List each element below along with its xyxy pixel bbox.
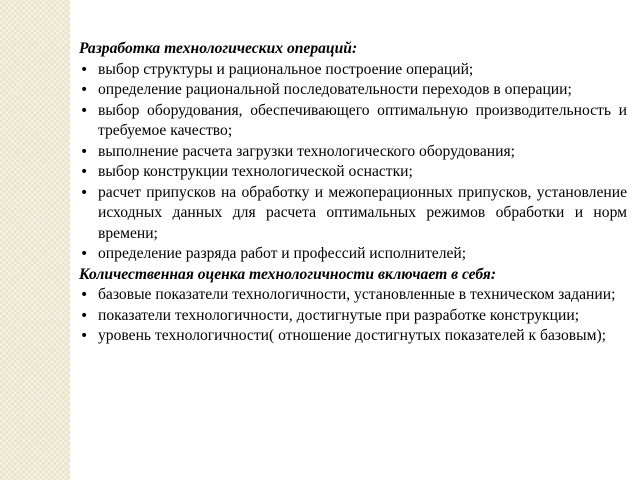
section-heading-operations: Разработка технологических операций: bbox=[79, 40, 358, 57]
list-item: • расчет припусков на обработку и межоперационных припусков, установление исходных данных для расчета оптимальных режимов обработки и норм времени; bbox=[79, 183, 627, 245]
list-item: • показатели технологичности, достигнутые при разработке конструкции; bbox=[79, 306, 627, 327]
section-heading-assessment: Количественная оценка технологичности включает в себя: bbox=[79, 265, 497, 283]
list-item: • выполнение расчета загрузки технологического оборудования; bbox=[79, 142, 627, 163]
list-item: • выбор конструкции технологической оснастки; bbox=[79, 162, 627, 183]
list-item: • выбор оборудования, обеспечивающего оптимальную производительность и требуемое качество; bbox=[79, 101, 627, 142]
list-item: • определение разряда работ и профессий исполнителей; bbox=[79, 244, 627, 265]
list-item: • выбор структуры и рациональное построение операций; bbox=[79, 60, 627, 81]
slide-content bbox=[79, 39, 627, 347]
decorative-side-strip bbox=[0, 0, 70, 480]
list-item: • базовые показатели технологичности, установленные в техническом задании; bbox=[79, 285, 627, 306]
assessment-list bbox=[79, 285, 627, 347]
operations-list bbox=[79, 60, 627, 265]
list-item: • определение рациональной последовательности переходов в операции; bbox=[79, 80, 627, 101]
list-item: • уровень технологичности( отношение достигнутых показателей к базовым); bbox=[79, 326, 627, 347]
